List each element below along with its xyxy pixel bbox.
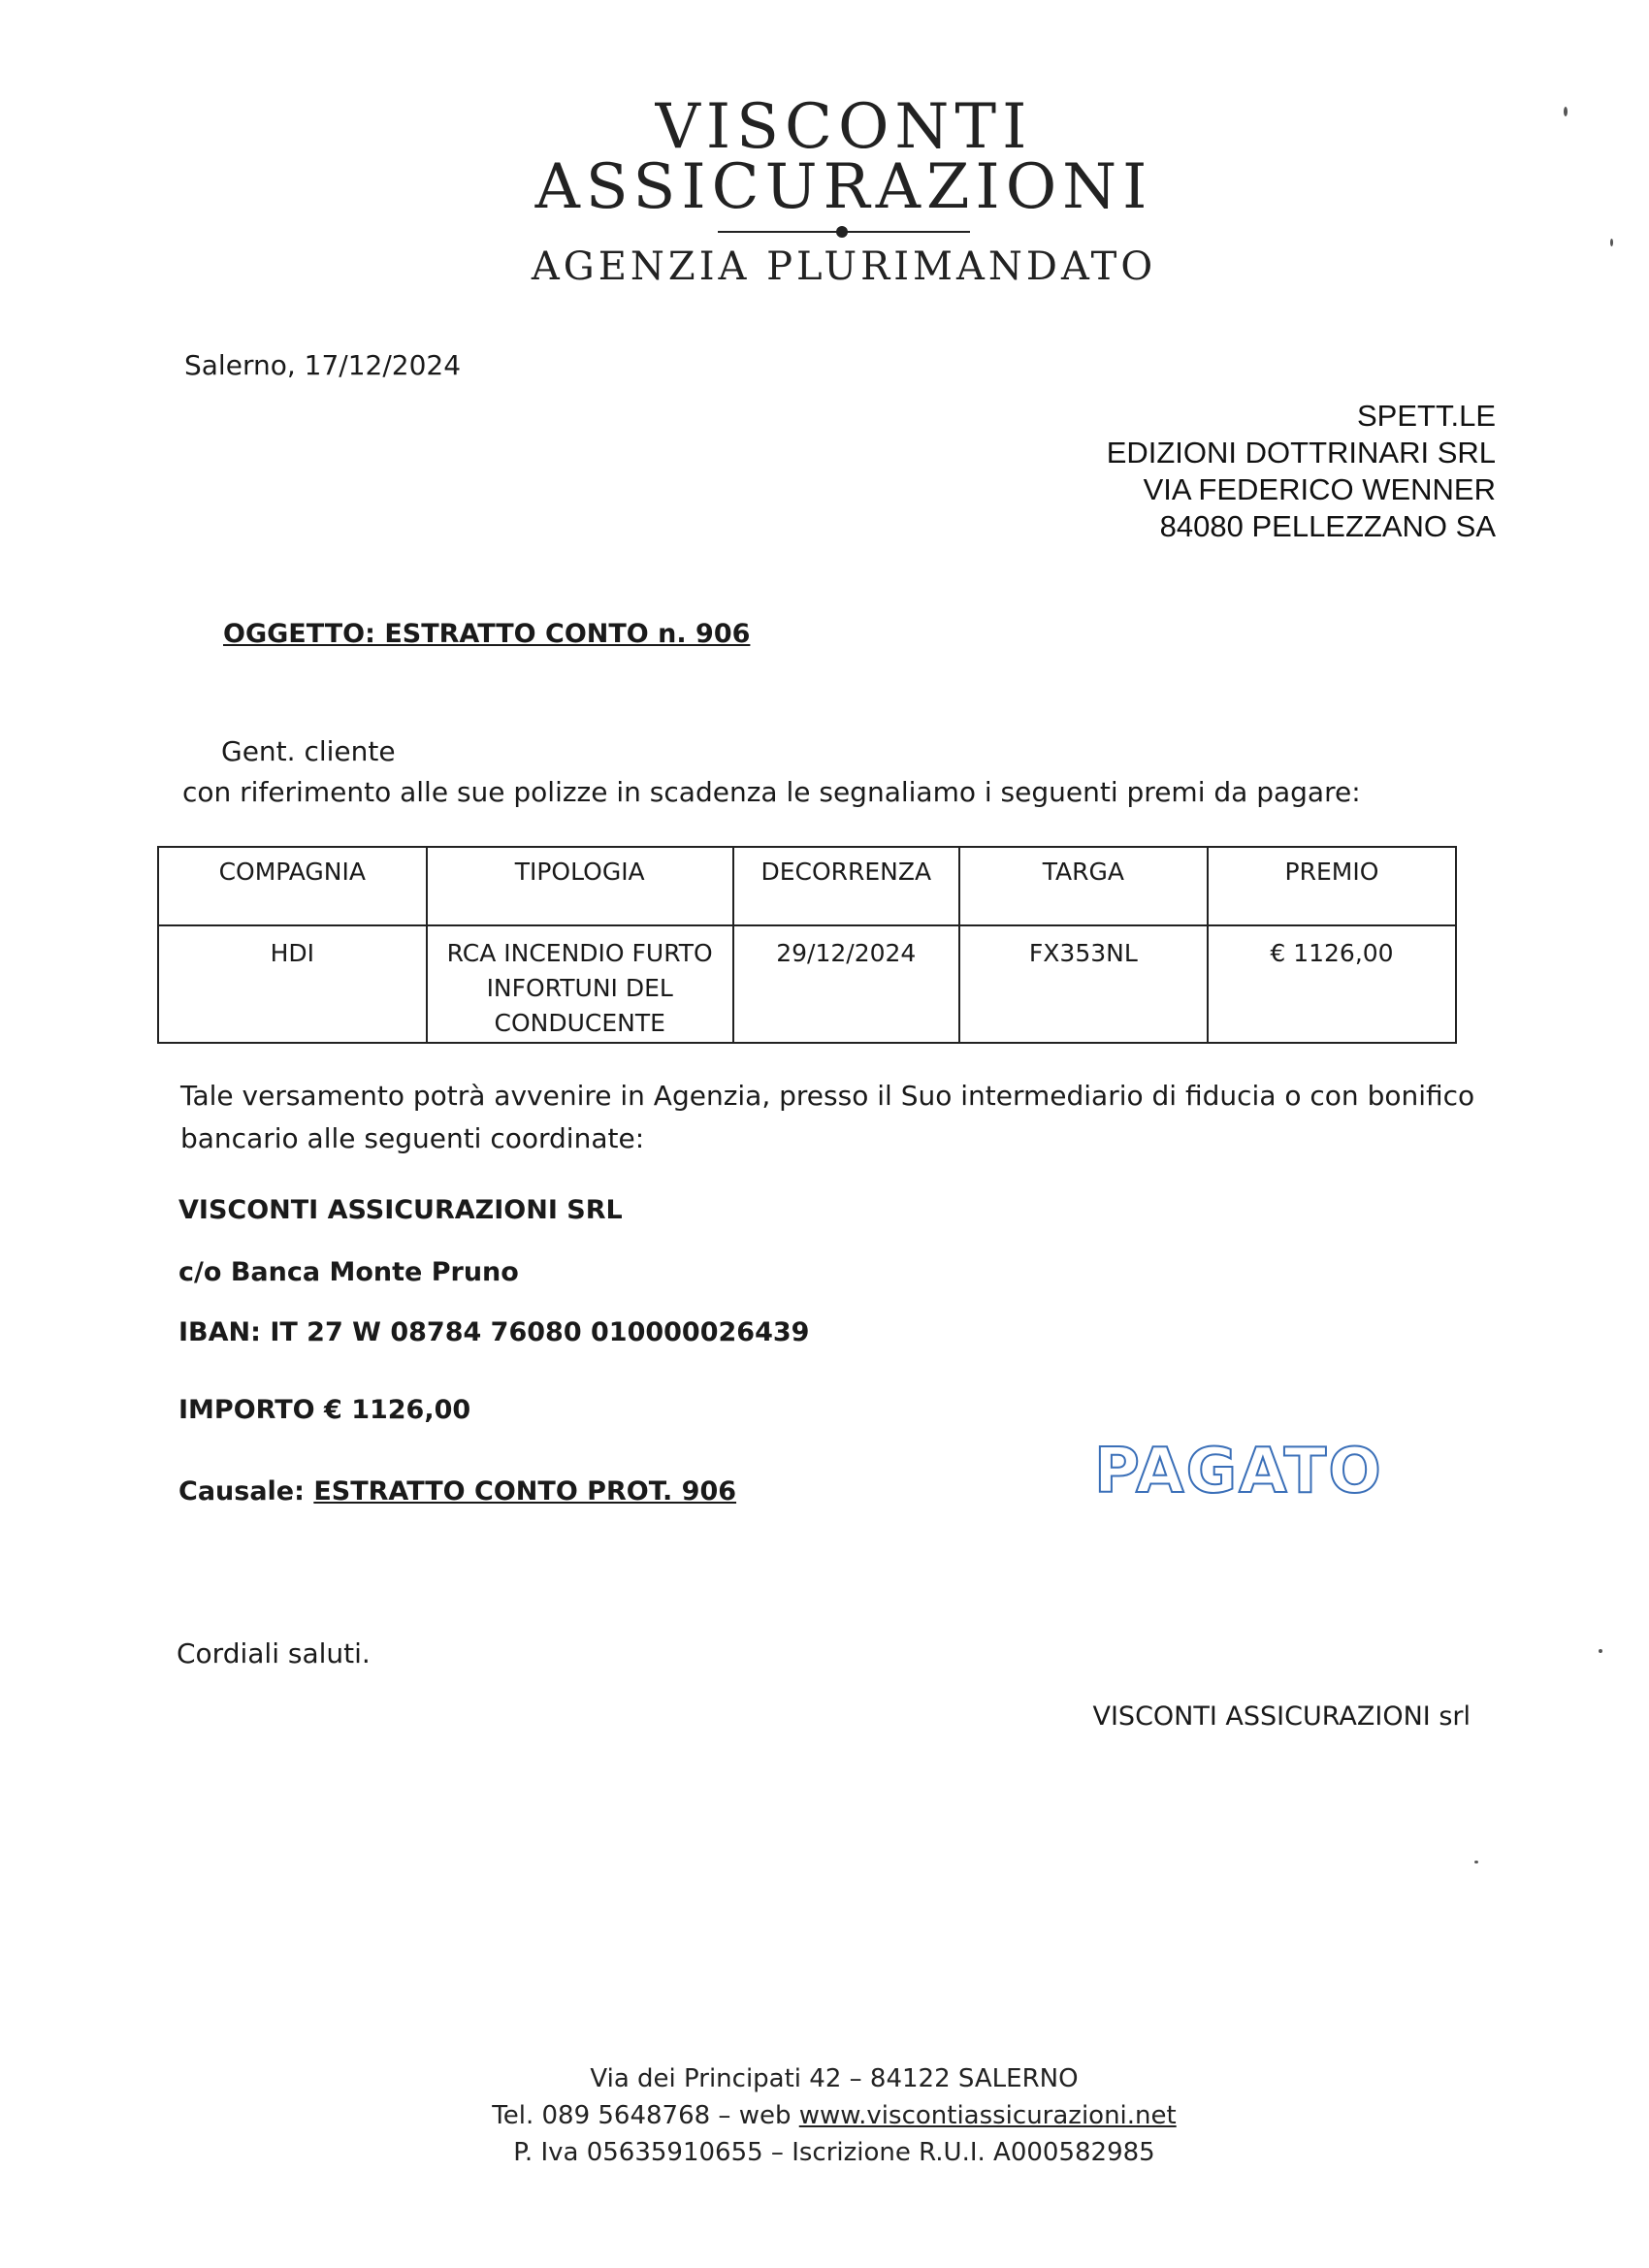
footer-website-link[interactable]: www.viscontiassicurazioni.net bbox=[798, 2101, 1177, 2130]
greeting: Gent. cliente bbox=[221, 735, 396, 767]
recipient-salutation: SPETT.LE bbox=[1357, 399, 1496, 433]
header-tipologia: TIPOLOGIA bbox=[427, 847, 733, 925]
logo-line-agenzia: AGENZIA PLURIMANDATO bbox=[531, 244, 1157, 289]
header-compagnia: COMPAGNIA bbox=[158, 847, 427, 925]
recipient-company: EDIZIONI DOTTRINARI SRL bbox=[1106, 436, 1496, 470]
payment-causale bbox=[178, 1476, 736, 1507]
table-header-row bbox=[158, 847, 1456, 925]
header-targa: TARGA bbox=[959, 847, 1208, 925]
payment-amount: IMPORTO € 1126,00 bbox=[178, 1395, 471, 1425]
scan-speck bbox=[1599, 1649, 1602, 1653]
intro-text: con riferimento alle sue polizze in scadenza le segnaliamo i seguenti premi da pagare: bbox=[182, 776, 1361, 808]
payment-instructions: Tale versamento potrà avvenire in Agenzia, presso il Suo intermediario di fiducia o con bonifico bancario alle seguenti coordinate: bbox=[180, 1080, 1475, 1154]
signature: VISCONTI ASSICURAZIONI srl bbox=[1092, 1701, 1471, 1732]
company-logo bbox=[456, 91, 1232, 289]
tipologia-line: RCA INCENDIO FURTO bbox=[446, 939, 713, 967]
scan-speck bbox=[1564, 107, 1568, 116]
bank-iban: IBAN: IT 27 W 08784 76080 010000026439 bbox=[178, 1317, 810, 1347]
causale-value: ESTRATTO CONTO PROT. 906 bbox=[313, 1476, 737, 1507]
logo-line-assicurazioni: ASSICURAZIONI bbox=[534, 151, 1153, 223]
cell-targa: FX353NL bbox=[959, 925, 1208, 1043]
paid-stamp: PAGATO bbox=[1094, 1436, 1383, 1507]
tipologia-line: INFORTUNI DEL bbox=[486, 974, 673, 1002]
header-decorrenza: DECORRENZA bbox=[733, 847, 959, 925]
recipient-street: VIA FEDERICO WENNER bbox=[1143, 472, 1496, 506]
cell-compagnia: HDI bbox=[158, 925, 427, 1043]
closing-text: Cordiali saluti. bbox=[177, 1637, 371, 1669]
footer-registration: P. Iva 05635910655 – Iscrizione R.U.I. A000582985 bbox=[513, 2138, 1155, 2167]
premium-table bbox=[157, 846, 1457, 1044]
footer-phone: Tel. 089 5648768 – web bbox=[492, 2101, 792, 2130]
causale-label: Causale: bbox=[178, 1476, 305, 1507]
recipient-city: 84080 PELLEZZANO SA bbox=[1159, 509, 1496, 543]
logo-line-visconti: VISCONTI bbox=[655, 91, 1033, 163]
bank-beneficiary: VISCONTI ASSICURAZIONI SRL bbox=[178, 1195, 623, 1225]
footer-contact bbox=[291, 2097, 1377, 2134]
cell-tipologia bbox=[427, 925, 733, 1043]
bank-branch: c/o Banca Monte Pruno bbox=[178, 1257, 519, 1287]
cell-decorrenza: 29/12/2024 bbox=[733, 925, 959, 1043]
scan-speck bbox=[1474, 1861, 1478, 1863]
letter-subject: OGGETTO: ESTRATTO CONTO n. 906 bbox=[223, 619, 751, 649]
tipologia-line: CONDUCENTE bbox=[494, 1009, 665, 1037]
cell-premio: € 1126,00 bbox=[1208, 925, 1456, 1043]
footer-address: Via dei Principati 42 – 84122 SALERNO bbox=[590, 2064, 1079, 2093]
scan-speck bbox=[1610, 239, 1613, 246]
table-row bbox=[158, 925, 1456, 1043]
footer bbox=[291, 2060, 1377, 2171]
letter-date: Salerno, 17/12/2024 bbox=[184, 349, 462, 381]
logo-divider bbox=[718, 223, 970, 241]
header-premio: PREMIO bbox=[1208, 847, 1456, 925]
recipient-address bbox=[1107, 398, 1496, 545]
